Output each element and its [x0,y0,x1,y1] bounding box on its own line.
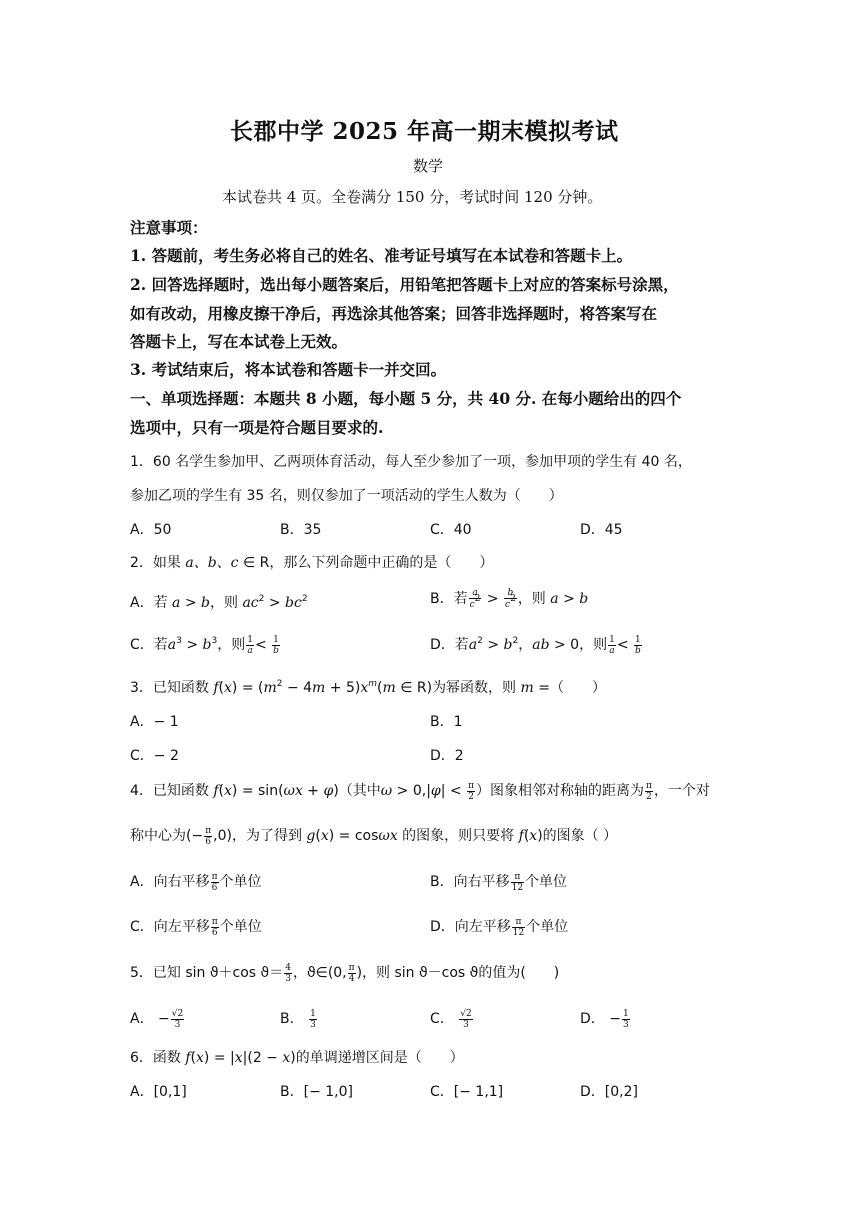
q2-option-b: B．若 $\frac{a}{c^2}$ > $\frac{b}{c^2}$ ，则 a > b [430,588,589,610]
q1-stem-line-2: 参加乙项的学生有 35 名，则仅参加了一项活动的学生人数为（ ） [130,488,563,504]
q6-option-b: B．[− 1,0] [280,1084,353,1100]
q6-option-d: D．[0,2] [580,1084,638,1100]
notice-item-2-line-3: 答题卡上，写在本试卷上无效。 [130,332,348,351]
q3-option-d: D．2 [430,748,464,764]
q2-option-a: A．若 a > b，则 $ac^2 > bc^2$ [130,594,308,611]
q1-option-b: B．35 [280,522,322,538]
notice-item-3: 3. 考试结束后，将本试卷和答题卡一并交回。 [130,360,447,379]
q5-stem: 5．已知 sin ϑ＋cos ϑ＝ $\frac{4}{3}$ ，ϑ∈(0, $\frac{\pi}{4}$ )，则 sin ϑ－cos ϑ的值为( ) [130,962,560,984]
q3-option-b: B．1 [430,714,463,730]
q1-option-a: A．50 [130,522,172,538]
q5-option-b: B． $\frac{1}{3}$ [280,1008,316,1030]
q6-option-a: A．[0,1] [130,1084,187,1100]
notice-item-1: 1. 答题前，考生务必将自己的姓名、准考证号填写在本试卷和答题卡上。 [130,246,633,265]
q5-option-d: D． − $\frac{1}{3}$ [580,1008,629,1030]
exam-info: 本试卷共 4 页。全卷满分 150 分，考试时间 120 分钟。 [222,188,603,206]
q5-option-a: A． − $\frac{√2}{3}$ [130,1008,184,1030]
q3-option-a: A．− 1 [130,714,179,730]
q1-option-c: C．40 [430,522,472,538]
notice-heading: 注意事项： [130,218,208,237]
q4-option-b: B．向右平移 $\frac{\pi}{12}$ 个单位 [430,871,568,893]
q1-option-d: D．45 [580,522,623,538]
exam-title: 长郡中学 2025 年高一期末模拟考试 [230,118,619,145]
q4-stem-line-2: 称中心为(− $\frac{\pi}{6}$ ,0)，为了得到 g(x) = cosωx 的图象，则只要将 f(x)的图象（ ） [130,825,618,847]
q4-option-a: A．向右平移 $\frac{\pi}{6}$ 个单位 [130,871,262,893]
q3-stem: 3．已知函数 $f(x) = (m^2 - 4m + 5)x^m(m$ ∈ R)为幂函数，则 m =（ ） [130,679,606,696]
q2-stem: 2．如果 a、b、c ∈ R，那么下列命题中正确的是（ ） [130,555,494,571]
section-1-line-1: 一、单项选择题：本题共 8 小题，每小题 5 分，共 40 分. 在每小题给出的四个 [130,389,682,408]
q6-option-c: C．[− 1,1] [430,1084,504,1100]
q2-option-c: C．若$a^3 > b^3$，则 $\frac{1}{a}$ < $\frac{1}{b}$ [130,634,279,656]
notice-item-2-line-2: 如有改动，用橡皮擦干净后，再选涂其他答案；回答非选择题时，将答案写在 [130,304,658,323]
q4-option-d: D．向左平移 $\frac{\pi}{12}$ 个单位 [430,916,569,938]
q4-option-c: C．向左平移 $\frac{\pi}{6}$ 个单位 [130,916,262,938]
q2-option-d: D．若$a^2 > b^2$，ab > 0，则 $\frac{1}{a}$ < $\frac{1}{b}$ [430,634,641,656]
section-1-line-2: 选项中，只有一项是符合题目要求的. [130,418,384,437]
q5-option-c: C． $\frac{√2}{3}$ [430,1008,472,1030]
subject-label: 数学 [413,157,444,175]
q4-stem-line-1: 4．已知函数 f(x) = sin(ωx + φ)（其中ω > 0,|φ| < $\frac{\pi}{2}$ ）图象相邻对称轴的距离为 $\frac{\pi}{2}$ ，一个对 [130,780,710,802]
q1-stem-line-1: 1．60 名学生参加甲、乙两项体育活动，每人至少参加了一项，参加甲项的学生有 40 名， [130,454,692,470]
q6-stem: 6．函数 f(x) = |x|(2 − x)的单调递增区间是（ ） [130,1050,464,1066]
notice-item-2-line-1: 2. 回答选择题时，选出每小题答案后，用铅笔把答题卡上对应的答案标号涂黑， [130,275,679,294]
q3-option-c: C．− 2 [130,748,179,764]
